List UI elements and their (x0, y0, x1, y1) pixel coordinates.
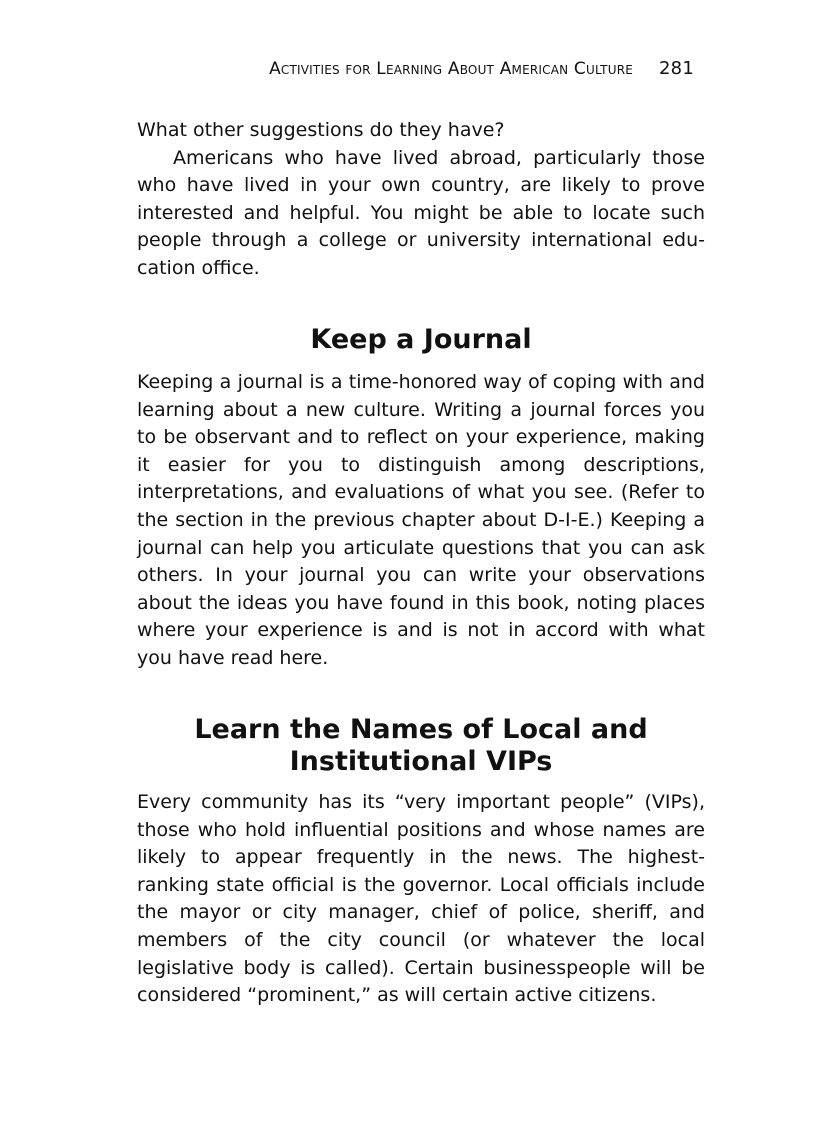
page-number: 281 (659, 58, 694, 79)
section-heading-keep-a-journal: Keep a Journal (310, 324, 532, 355)
vips-paragraph: Every community has its “very important people” (VIPs), those who hold influential positions and whose names are likely to appear frequently in the news. The highest-ranking state official is the governor. Local officials include the mayor or city manager, chief of police, sheriff, and members of the city council (or whatever the local legislative body is called). Certain businesspeople will be considered “prominent,” as will certain active citizens. (137, 791, 705, 1007)
section-heading-learn-vips (137, 714, 705, 778)
journal-paragraph: Keeping a journal is a time-honored way of coping with and learning about a new culture. Writing a journal forces you to be observant and to reflect on your experience, making it easier for you to distinguish among descriptions, interpretations, and evaluations of what you see. (Refer to the section in the previous chapter about D-I-E.) Keeping a journal can help you articulate questions that you can ask others. In your journal you can write your observations about the ideas you have found in this book, noting places where your experience is and is not in accord with what you have read here. (137, 371, 705, 669)
vips-heading-line-2: Institutional VIPs (289, 746, 553, 777)
intro-text (137, 117, 705, 283)
intro-paragraph-1: What other suggestions do they have? (137, 119, 505, 141)
vips-section-text (137, 789, 705, 1010)
intro-paragraph-2: Americans who have lived abroad, particularly those who have lived in your own country, are likely to prove interested and helpful. You might be able to locate such people through a college or university international education office. (137, 146, 705, 279)
journal-section-text (137, 369, 705, 673)
running-head (200, 58, 694, 88)
running-head-title: Activities for Learning About American Culture (269, 59, 634, 79)
vips-heading-line-1: Learn the Names of Local and (194, 714, 648, 745)
